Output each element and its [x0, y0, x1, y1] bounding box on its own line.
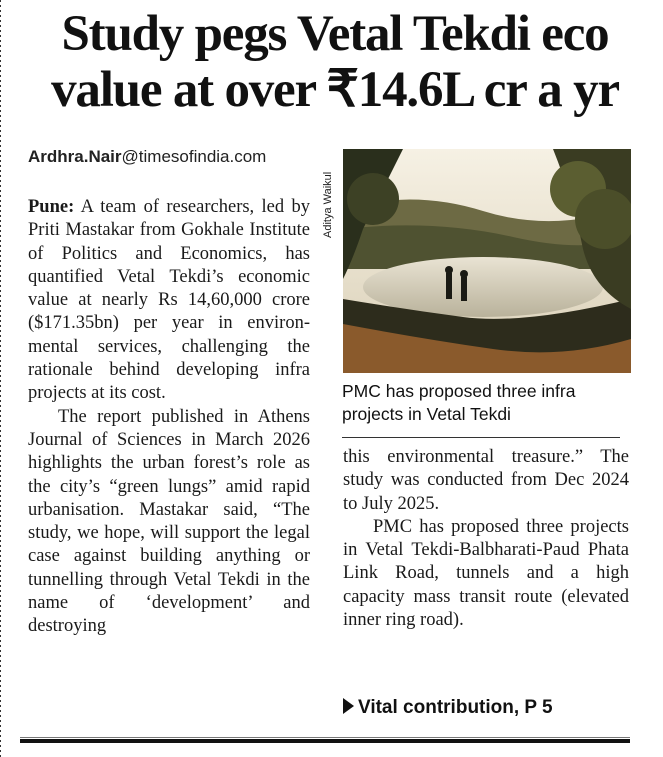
article-paragraph-3: PMC has proposed three projects in Vetal Tekdi-Balbharati-Paud Phata Link Road, tunnels and a high capacity mass transit route (elevated inner ring road). — [343, 516, 629, 631]
photo-caption: PMC has proposed three infra projects in Vetal Tekdi — [342, 381, 576, 424]
column-dotted-rule — [0, 0, 3, 757]
article-paragraph-1 — [28, 196, 310, 406]
headline: Study pegs Vetal Tekdi eco value at over ₹14.6L cr a yr — [51, 6, 619, 118]
article-paragraph-2: The report published in Athens Journal of Sciences in March 2026 highlights the urban forest’s role as the city’s “green lungs” amid rapid urbanisation. Mastakar said, “The study, we hope, will support the legal case against building anything or tunnelling through Vetal Tekdi in the name of ‘development’ and destroying — [28, 406, 310, 637]
byline-name: Ardhra.Nair — [28, 147, 122, 166]
play-arrow-icon — [343, 698, 354, 714]
article-column-1 — [28, 196, 310, 639]
news-photo — [343, 149, 631, 373]
bottom-rule-thin — [20, 737, 630, 738]
article-paragraph-2-continued: this environmental treasure.” The study was conducted from Dec 2024 to July 2025. — [343, 447, 629, 514]
byline-domain: @timesofindia.com — [121, 147, 267, 166]
continued-on-page-link[interactable] — [343, 697, 553, 719]
photo-credit-text: Aditya Waikul — [322, 171, 334, 238]
dateline: Pune: — [28, 197, 75, 217]
article-column-2 — [343, 446, 629, 632]
jump-text: Vital contribution, P 5 — [358, 697, 553, 718]
bottom-rule-thick — [20, 739, 630, 743]
photo-credit — [318, 152, 338, 252]
caption-divider — [342, 437, 620, 438]
byline — [28, 147, 266, 167]
paragraph-1-text: A team of researchers, led by Priti Mastakar from Gokhale Institute of Politics and Economics, has quantified Vetal Tekdi’s economic value at nearly Rs 14,60,000 crore ($171.35bn) per year in environmental services, challenging the rationale behind developing infra projects at its cost. — [28, 197, 310, 404]
